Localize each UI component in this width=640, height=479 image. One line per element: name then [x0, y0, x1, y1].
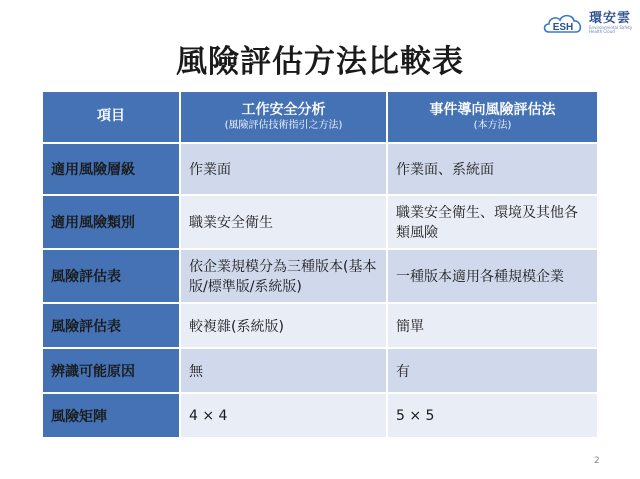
cell-event: 簡單 [387, 303, 598, 348]
cell-jsa: 較複雜(系統版) [180, 303, 387, 348]
table-row [42, 195, 598, 249]
cell-jsa: 4 × 4 [180, 393, 387, 438]
row-label: 辨識可能原因 [42, 348, 180, 393]
cell-event: 有 [387, 348, 598, 393]
row-label: 適用風險類別 [42, 195, 180, 249]
logo-tagline: Environmental Safety Health Cloud [589, 25, 633, 34]
header-jsa-label: 工作安全分析 [241, 102, 326, 118]
cell-jsa: 依企業規模分為三種版本(基本版/標準版/系統版) [180, 249, 387, 303]
cell-jsa: 無 [180, 348, 387, 393]
header-event-label: 事件導向風險評估法 [429, 102, 556, 118]
page-number: 2 [594, 456, 600, 466]
table-row [42, 393, 598, 438]
cell-event: 5 × 5 [387, 393, 598, 438]
header-event [387, 91, 598, 143]
table-row [42, 348, 598, 393]
header-jsa-sub: (風險評估技術指引之方法) [224, 119, 343, 131]
row-label: 風險評估表 [42, 249, 180, 303]
cloud-icon [541, 10, 585, 36]
table-row [42, 143, 598, 195]
row-label: 風險評估表 [42, 303, 180, 348]
logo-abbr: ESH [552, 22, 574, 33]
cell-event: 職業安全衛生、環境及其他各類風險 [387, 195, 598, 249]
company-logo [541, 10, 640, 36]
header-item-label: 項目 [97, 108, 125, 125]
header-jsa [180, 91, 387, 143]
row-label: 風險矩陣 [42, 393, 180, 438]
cell-jsa: 作業面 [180, 143, 387, 195]
cell-event: 作業面、系統面 [387, 143, 598, 195]
table-row [42, 249, 598, 303]
table-row [42, 303, 598, 348]
comparison-table [41, 90, 599, 439]
header-item [42, 91, 180, 143]
header-row [42, 91, 598, 143]
logo-name: 環安雲 [589, 11, 632, 26]
row-label: 適用風險層級 [42, 143, 180, 195]
cell-jsa: 職業安全衛生 [180, 195, 387, 249]
page-title: 風險評估方法比較表 [176, 44, 464, 80]
header-event-sub: (本方法) [473, 119, 512, 131]
cell-event: 一種版本適用各種規模企業 [387, 249, 598, 303]
